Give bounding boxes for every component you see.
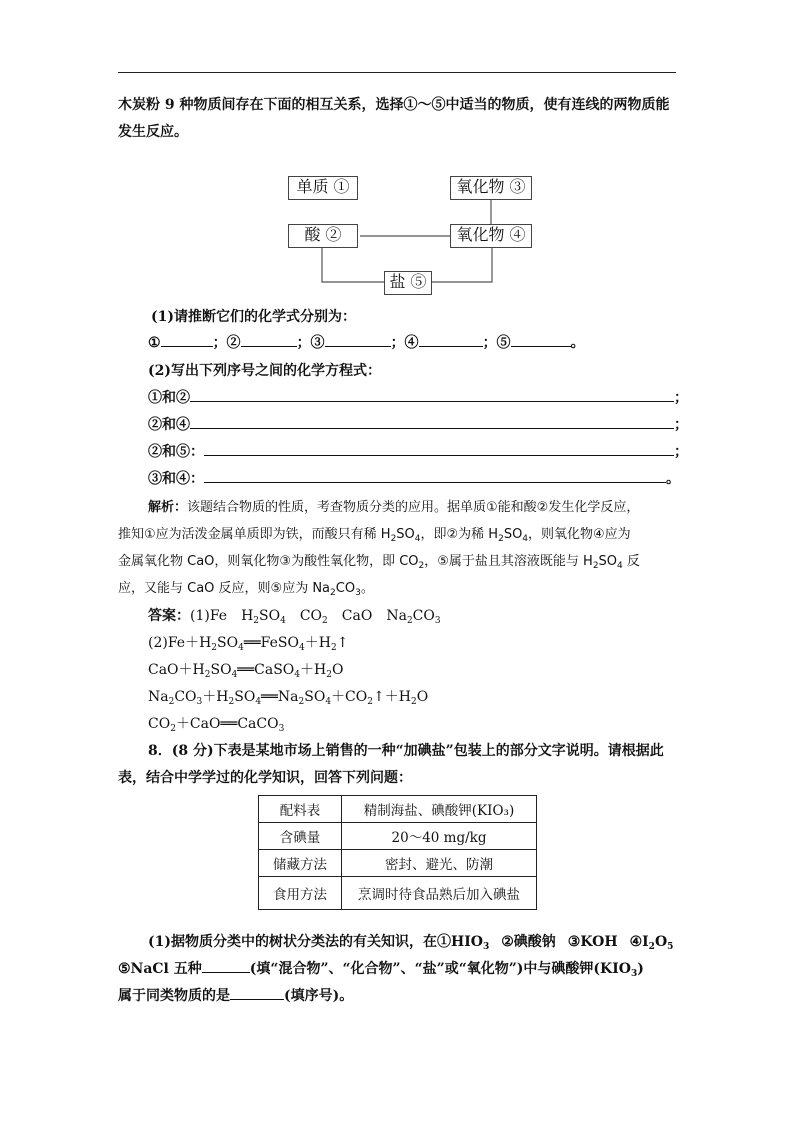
subscript: 2 — [498, 534, 504, 544]
answer-text: ＋CaO══CaCO — [175, 716, 279, 732]
subscript: 2 — [211, 643, 218, 653]
subscript: 3 — [196, 697, 203, 707]
q8-sub1-line-2 — [118, 958, 644, 980]
q2-row-end: 。 — [666, 471, 680, 487]
analysis-line-1 — [148, 497, 639, 519]
answer-text: Na — [148, 689, 169, 705]
q8-blank-1[interactable] — [202, 958, 250, 973]
q8-line-1: 8．(8 分)下表是某地市场上销售的一种“加碘盐”包装上的部分文字说明。请根据此 — [148, 743, 664, 759]
analysis-line-4 — [118, 578, 374, 600]
subscript: 2 — [204, 670, 211, 680]
box-oxide-3: 氧化物 ③ — [450, 176, 532, 200]
table-key: 配料表 — [259, 796, 342, 823]
analysis-text: 。 — [360, 581, 374, 596]
subscript: 3 — [355, 588, 361, 598]
q8-text: ③KOH — [567, 934, 618, 950]
subscript: 3 — [278, 724, 285, 734]
q8-line-2: 表，结合中学学过的化学知识，回答下列问题： — [118, 770, 412, 786]
answer-text: SO — [234, 689, 256, 705]
q2-blank-1[interactable] — [190, 387, 674, 402]
answer-text: SO — [217, 635, 239, 651]
q2-blank-2[interactable] — [190, 414, 674, 429]
answer-text: (1)Fe — [190, 608, 228, 624]
q2-row-end: ； — [674, 417, 688, 433]
subscript: 4 — [294, 670, 301, 680]
q2-row-label: ②和⑤： — [148, 444, 204, 460]
relation-diagram — [280, 170, 540, 300]
answer-text: CO — [299, 608, 323, 624]
q1-title: (1)请推断它们的化学式分别为： — [151, 309, 356, 325]
q1-mark-1: ① — [148, 335, 161, 351]
q2-blank-3[interactable] — [204, 441, 674, 456]
box-salt: 盐 ⑤ — [384, 271, 432, 295]
q8-text: 属于同类物质的是 — [118, 988, 230, 1004]
answer-text: CaO＋H — [148, 662, 205, 678]
table-row — [259, 877, 537, 910]
analysis-text: 应，又能与 CaO 反应，则⑤应为 Na — [118, 581, 331, 596]
q2-row-2 — [148, 414, 688, 436]
answer-text: ＋CO — [331, 689, 368, 705]
subscript: 5 — [667, 942, 674, 952]
analysis-text: CO — [335, 581, 356, 596]
table-key: 含碘量 — [259, 823, 342, 850]
subscript: 2 — [410, 697, 417, 707]
analysis-line-2 — [118, 524, 631, 546]
subscript: 2 — [228, 697, 235, 707]
subscript: 4 — [414, 534, 421, 544]
analysis-text: 该题结合物质的性质，考查物质分类的应用。据单质①能和酸②发生化学反应， — [187, 500, 640, 515]
subscript: 4 — [325, 697, 332, 707]
subscript: 2 — [330, 588, 336, 598]
subscript: 4 — [231, 670, 238, 680]
answer-text: ↑＋H — [373, 689, 411, 705]
subscript: 4 — [617, 561, 623, 571]
subscript: 3 — [630, 969, 638, 979]
analysis-text: 反 — [622, 554, 640, 569]
answer-text: (2)Fe＋H — [148, 635, 212, 651]
subscript: 4 — [280, 616, 286, 626]
answer-eq-1 — [148, 632, 348, 654]
q1-blanks — [148, 332, 585, 354]
box-oxide-4: 氧化物 ④ — [450, 224, 532, 248]
analysis-text: 金属氧化物 CaO，则氧化物③为酸性氧化物，即 CO — [118, 554, 419, 569]
analysis-text: 推知①应为活泼金属单质即为铁，而酸只有稀 H — [118, 527, 391, 542]
q1-mark-4: ；④ — [390, 335, 419, 351]
header-rule — [118, 72, 676, 73]
answer-text: CO — [412, 608, 435, 624]
subscript: 2 — [592, 561, 599, 571]
answer-text: O — [416, 689, 429, 705]
answer-eq-3 — [148, 686, 428, 708]
q8-text: ④I — [629, 934, 649, 950]
table-key: 储藏方法 — [259, 850, 342, 877]
subscript: 2 — [322, 616, 328, 626]
q1-mark-2: ；② — [212, 335, 241, 351]
answer-eq-2 — [148, 659, 343, 681]
answer-text: CaO — [341, 608, 373, 624]
table-value: 密封、避光、防潮 — [342, 850, 537, 877]
q2-row-label: ②和④ — [148, 417, 190, 433]
q1-blank-2[interactable] — [241, 332, 297, 347]
subscript: 4 — [238, 643, 244, 653]
answer-text: ＋H — [300, 662, 327, 678]
table-key: 食用方法 — [259, 877, 342, 910]
q1-end: 。 — [570, 335, 585, 351]
answer-text: ══CaSO — [237, 662, 295, 678]
answer-text: O — [331, 662, 344, 678]
subscript: 2 — [367, 697, 373, 707]
answer-text: ＋H — [202, 689, 229, 705]
answer-text: CO — [174, 689, 197, 705]
q8-sub1-line-3 — [118, 985, 353, 1007]
answer-text: ↑ — [336, 635, 349, 651]
q2-title: (2)写出下列序号之间的化学方程式： — [148, 363, 381, 379]
q8-text: (1)据物质分类中的树状分类法的有关知识，在①HIO — [148, 934, 483, 950]
table-value: 烹调时待食品熟后加入碘盐 — [342, 877, 537, 910]
answer-text: ══Na — [261, 689, 299, 705]
answer-text: CO — [148, 716, 171, 732]
q1-blank-4[interactable] — [419, 332, 483, 347]
subscript: 2 — [253, 616, 260, 626]
intro-line-1: 木炭粉 9 种物质间存在下面的相互关系，选择①～⑤中适当的物质，使有连线的两物质能 — [118, 97, 670, 113]
answer-text: ══FeSO — [243, 635, 299, 651]
subscript: 3 — [434, 616, 441, 626]
answer-text: SO — [210, 662, 232, 678]
q8-sub1-line-1 — [148, 931, 673, 953]
q8-text: ) — [637, 961, 644, 977]
q8-text: ⑤NaCl 五种 — [118, 961, 202, 977]
q1-blank-3[interactable] — [325, 332, 391, 347]
subscript: 2 — [390, 534, 397, 544]
iodized-salt-table — [258, 795, 537, 910]
analysis-text: ，即②为稀 H — [420, 527, 499, 542]
answer-text: H — [241, 608, 254, 624]
q2-row-1 — [148, 387, 688, 409]
q2-row-end: ； — [674, 444, 688, 460]
table-value: 20～40 mg/kg — [342, 823, 537, 850]
q8-text: (填“混合物”、“化合物”、“盐”或“氧化物”)中与碘酸钾(KIO — [249, 961, 631, 977]
table-row — [259, 823, 537, 850]
analysis-text: ，⑤属于盐且其溶液既能与 H — [424, 554, 593, 569]
table-value: 精制海盐、碘酸钾(KIO₃) — [342, 796, 537, 823]
analysis-text: SO — [598, 554, 618, 569]
q8-text: O — [654, 934, 668, 950]
answer-text: ＋H — [304, 635, 331, 651]
box-element: 单质 ① — [288, 176, 358, 200]
table-row — [259, 796, 537, 823]
q8-text: (填序号)。 — [284, 988, 354, 1004]
subscript: 2 — [326, 670, 332, 680]
table-row — [259, 850, 537, 877]
analysis-label: 解析： — [148, 500, 188, 515]
subscript: 4 — [299, 643, 305, 653]
answer-text: SO — [259, 608, 281, 624]
subscript: 2 — [406, 616, 413, 626]
subscript: 2 — [170, 724, 176, 734]
intro-line-2: 发生反应。 — [118, 124, 188, 140]
subscript: 2 — [298, 697, 305, 707]
q2-row-end: ； — [674, 390, 688, 406]
q2-row-label: ①和② — [148, 390, 190, 406]
subscript: 2 — [330, 643, 337, 653]
q1-mark-3: ；③ — [296, 335, 325, 351]
q2-blank-4[interactable] — [204, 468, 666, 483]
q1-blank-1[interactable] — [161, 332, 213, 347]
subscript: 3 — [482, 942, 490, 952]
analysis-line-3 — [118, 551, 640, 573]
subscript: 2 — [168, 697, 175, 707]
q8-blank-2[interactable] — [230, 985, 284, 1000]
analysis-text: SO — [503, 527, 523, 542]
subscript: 4 — [255, 697, 262, 707]
q8-text: ②碘酸钠 — [501, 934, 556, 950]
analysis-text: ，则氧化物④应为 — [528, 527, 631, 542]
q1-blank-5[interactable] — [511, 332, 571, 347]
answer-line-1 — [148, 605, 441, 627]
q2-row-3 — [148, 441, 688, 463]
box-acid: 酸 ② — [288, 224, 358, 248]
q2-row-label: ③和④： — [148, 471, 204, 487]
q2-row-4 — [148, 468, 680, 490]
analysis-text: SO — [396, 527, 415, 542]
subscript: 2 — [418, 561, 425, 571]
answer-text: SO — [304, 689, 326, 705]
answer-text: Na — [386, 608, 407, 624]
subscript: 2 — [648, 942, 655, 952]
answer-label: 答案： — [148, 608, 190, 624]
q1-mark-5: ；⑤ — [482, 335, 511, 351]
subscript: 4 — [522, 534, 529, 544]
answer-eq-4 — [148, 713, 284, 735]
